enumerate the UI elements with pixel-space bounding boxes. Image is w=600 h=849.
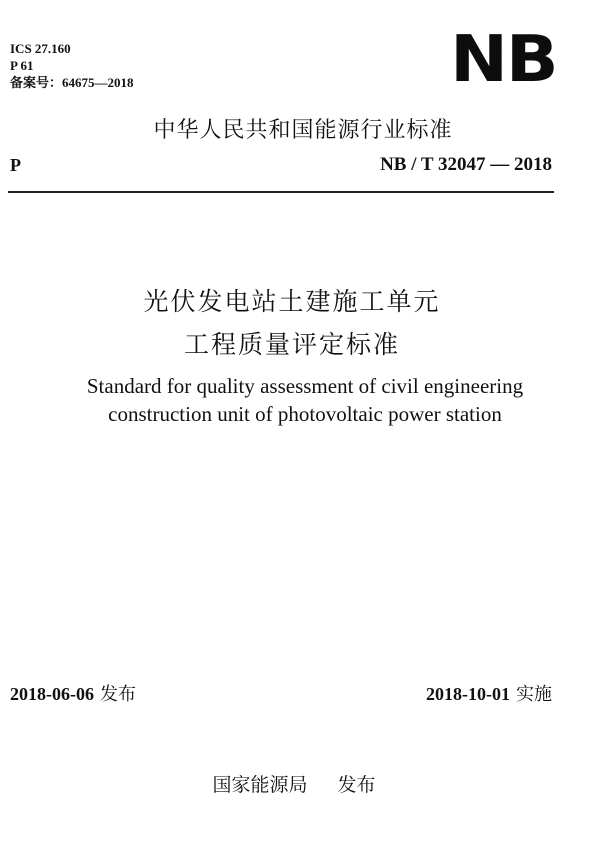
implementation-date-block [426, 680, 552, 706]
ics-code: ICS 27.160 [10, 41, 71, 56]
title-chinese-line-2: 工程质量评定标准 [183, 330, 400, 359]
p-code: P 61 [10, 58, 34, 73]
issue-date: 2018-06-06 [10, 684, 94, 704]
title-english-line-2: construction unit of photovoltaic power station [108, 402, 502, 426]
issuing-authority-standard-type: 中华人民共和国能源行业标准 [153, 118, 453, 143]
classification-letter: P [10, 155, 21, 175]
standard-number: NB / T 32047 — 2018 [380, 154, 552, 175]
issue-date-block [10, 680, 136, 706]
publisher-line [0, 770, 600, 797]
document-metadata [10, 40, 134, 91]
implementation-date: 2018-10-01 [426, 684, 510, 704]
publisher-action: 发布 [337, 774, 376, 796]
record-number: 备案号：64675—2018 [10, 75, 134, 90]
publisher-name: 国家能源局 [212, 774, 308, 796]
header-divider [8, 191, 554, 193]
nb-logo: NB [449, 23, 556, 97]
title-english-line-1: Standard for quality assessment of civil engineering [86, 374, 524, 398]
implementation-label: 实施 [516, 684, 552, 705]
title-chinese-line-1: 光伏发电站土建施工单元 [143, 287, 441, 316]
issue-label: 发布 [100, 684, 136, 705]
